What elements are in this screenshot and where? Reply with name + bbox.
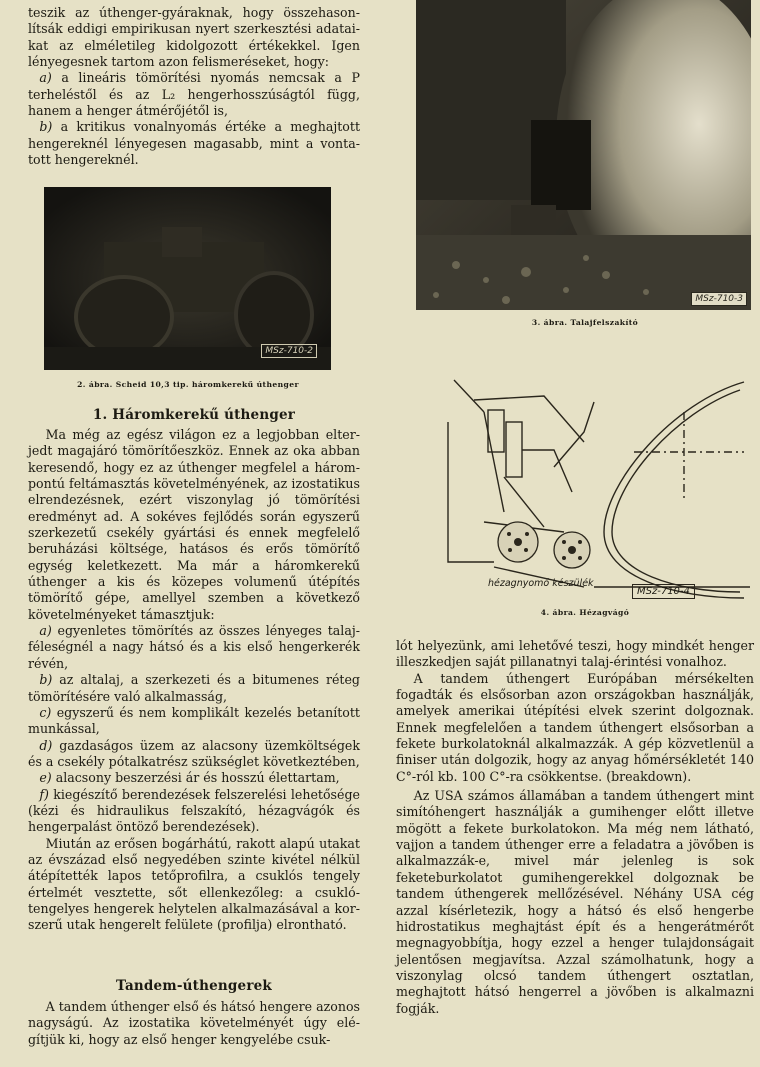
figure-3-photo <box>416 0 751 310</box>
intro-item-a: a) a lineáris tömörítési nyomás nemcsak a P terheléstől és az L₂ hengerhosszúságtól függ, hanem a henger átmérőjétől is, <box>28 70 360 119</box>
figure-3-stamp: MSz-710-3 <box>691 292 747 306</box>
right-paragraph-3: Az USA számos államában a tandem úthengert mint simítóhengert használják a gumihenger előtt illetve mögött a fekete burkolatokon. Ma még nem látható, vajjon a tandem úthenger erre a feladatra a jövőben is alkalmazzák-e, mivel már jelenleg is sok feketeburkolatot gumihengerekkel dolgoznak be tandem úthengerek mellőzésével. Néhány USA cég azzal kísérletezik, hogy a hátsó és első hengerbe hidrostatikus meghajtást épít és a hengerátmérőt megnagyobbítja, hogy ezzel a henger tulajdonságait jelentősen megjavítsa. Azzal számolhatunk, hogy a viszonylag olcsó tandem úthengert osztatlan, meghajtott hátsó hengerrel a jövőben is alkalmazni fogják. <box>396 788 754 1016</box>
section-2-heading: Tandem-úthengerek <box>116 978 272 994</box>
section-1-heading: 1. Háromkerekű úthenger <box>92 407 296 423</box>
requirement-f: f) kiegészítő berendezések felszerelési lehetősége (kézi és hidraulikus felszakító, hézagvágók és hengerpalást öntöző berendezések). <box>28 786 360 835</box>
figure-4-label: hézagnyomó készülék <box>488 578 594 589</box>
requirement-e: e) alacsony beszerzési ár és hosszú élettartam, <box>39 770 340 786</box>
requirement-d: d) gazdaságos üzem az alacsony üzemköltségek és a csekély pótalkatrész szükséglet következtében, <box>28 737 360 769</box>
right-paragraph-1: lót helyezünk, ami lehetővé teszi, hogy mindkét henger illeszkedjen saját pillanatnyi talaj-érintési vonalhoz. <box>396 638 754 670</box>
requirement-b: b) az altalaj, a szerkezeti és a bitumenes réteg tömörítésére való alkalmasság, <box>28 672 360 704</box>
right-paragraph-2: A tandem úthengert Európában mérsékelten fogadták és elsősorban azon országokban használják, amelyek amerikai útépítési elvek szerint dolgoznak. Ennek megfelelően a tandem úthengert elsősorban a fekete burkolatoknál alkalmazzák. A gép közvetlenül a finiser után dolgozik, hogy az anyag hőmérsékletét 140 C°-ról kb. 100 C°-ra csökkentse. (breakdown). <box>396 670 754 784</box>
intro-item-b: b) a kritikus vonalnyomás értéke a meghajtott hengereknél lényegesen magasabb, mint a vontatott hengereknél. <box>28 119 360 168</box>
figure-4-drawing <box>444 372 750 602</box>
figure-2-caption: 2. ábra. Scheid 10,3 tip. háromkerekű úthenger <box>77 380 299 389</box>
figure-2-stamp: MSz-710-2 <box>261 344 317 358</box>
intro-paragraph: teszik az úthenger-gyáraknak, hogy összehasonlítsák eddigi empirikusan nyert szerkesztési adataikat az elméletileg kidolgozott értékekkel. Igen lényegesnek tartom azon felismeréseket, hogy: <box>28 5 360 70</box>
figure-2-photo <box>44 187 331 370</box>
figure-4-caption: 4. ábra. Hézagvágó <box>540 608 630 617</box>
section-1-paragraph: Ma még az egész világon ez a legjobban elterjedt magajáró tömörítőeszköz. Ennek az oka abban keresendő, hogy ez az úthenger megfelel a hárompontú feltámasztás követelményének, az izostatikus elrendezésnek, ezért viszonylag jó tömörítési eredményt ad. A sokéves fejlődés során egyszerű szerkezetű csekély gyártási és ennek megfelelő beruházási költsége, hatásos és erős tömörítő egység keletkezett. Ma már a háromkerekű úthenger a kis és közepes volumenű útépítés tömörítő gépe, amellyel szemben a következő követelményeket támasztjuk: <box>28 427 360 622</box>
figure-3-caption: 3. ábra. Talajfelszakító <box>531 318 639 327</box>
requirement-c: c) egyszerű és nem komplikált kezelés betanított munkással, <box>28 704 360 737</box>
requirement-a: a) egyenletes tömörítés az összes lényeges talajféleségnél a nagy hátsó és a kis első hengerkerék révén, <box>28 623 360 671</box>
figure-4-stamp: MSz-710-4 <box>632 584 695 599</box>
section-2-paragraph: A tandem úthenger első és hátsó hengere azonos nagyságú. Az izostatika követelményét úgy elégítjük ki, hogy az első henger kengyelébe csuk- <box>28 999 360 1047</box>
section-1-closing: Miután az erősen bogárhátú, rakott alapú utakat az évszázad első negyedében szinte kivétel nélkül átépítették lapos tetőprofilra, a csuklós tengely értelmét vesztette, sőt ellenkezőleg: a csuklótengelyes hengerek helytelen alkalmazásával a korszerű utak hengerelt felülete (profilja) elrontható. <box>28 835 360 933</box>
